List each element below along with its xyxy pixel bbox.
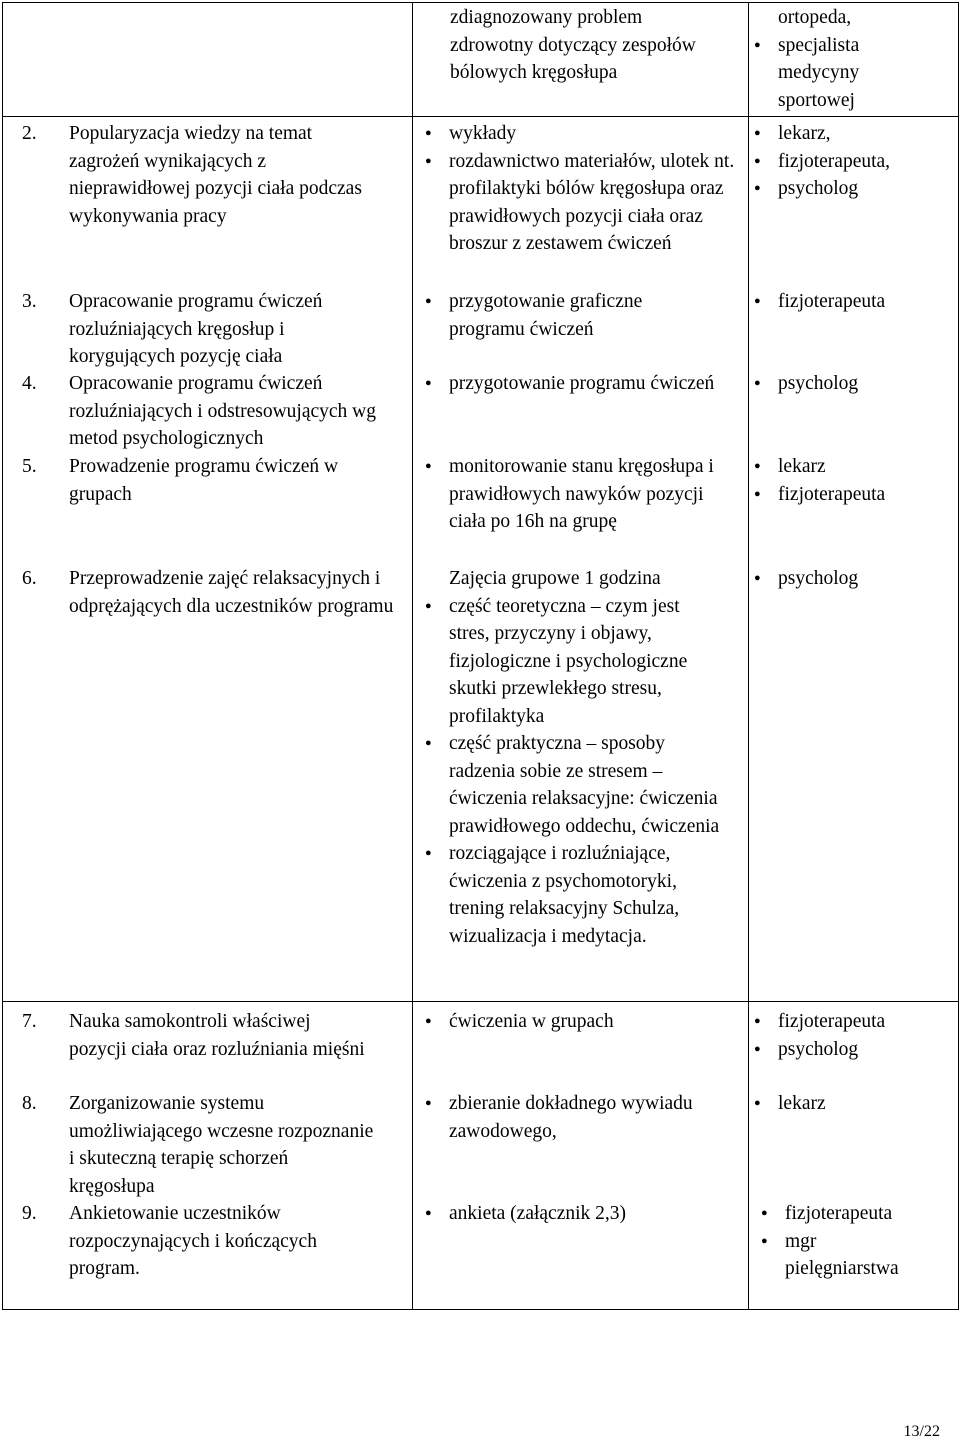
- activity-item: ● rozdawnictwo materiałów, ulotek nt. profilaktyki bólów kręgosłupa oraz prawidłowych pozycji ciała oraz broszur z zestawem ćwiczeń: [422, 148, 740, 258]
- task-number: 8.: [22, 1093, 37, 1114]
- person-item: ● fizjoterapeuta,: [751, 148, 951, 176]
- task-7: [22, 1008, 372, 1063]
- person-item: ● specjalista medycyny sportowej: [751, 32, 881, 115]
- activities-task-9: [422, 1200, 740, 1228]
- task-number: 6.: [22, 568, 37, 589]
- task-text: Zorganizowanie systemu umożliwiającego wczesne rozpoznanie i skuteczną terapię schorzeń kręgosłupa: [69, 1093, 374, 1197]
- activities-task-2: [422, 120, 740, 258]
- person-item: ● psycholog: [751, 175, 951, 203]
- task-number: 9.: [22, 1203, 37, 1224]
- activity-item: ● monitorowanie stanu kręgosłupa i prawidłowych nawyków pozycji ciała po 16h na grupę: [422, 453, 740, 536]
- activity-item: ● wykłady: [422, 120, 740, 148]
- task-text: Opracowanie programu ćwiczeń rozluźniających i odstresowujących wg metod psychologicznych: [69, 373, 377, 449]
- person-list: [751, 453, 951, 508]
- person-item: ● lekarz: [751, 453, 951, 481]
- task-2: [22, 120, 372, 230]
- task-number: 2.: [22, 123, 37, 144]
- activity-list: [422, 288, 722, 343]
- person-item: ● fizjoterapeuta: [751, 288, 951, 316]
- person-list: [751, 288, 951, 316]
- task-8: [22, 1090, 374, 1200]
- row0-person-cell: [751, 4, 951, 114]
- person-item: ● fizjoterapeuta: [751, 481, 951, 509]
- activity-list: [422, 593, 724, 951]
- activities-task-8: [422, 1090, 744, 1145]
- activity-list: [422, 120, 740, 258]
- task-4: [22, 370, 407, 453]
- person-list: [751, 370, 951, 398]
- activities-task-6: [422, 565, 724, 950]
- person-list: [751, 1090, 951, 1118]
- activity-list: [422, 370, 722, 398]
- person-item: ● psycholog: [751, 565, 951, 593]
- activity-item: ● zbieranie dokładnego wywiadu zawodowego,: [422, 1090, 744, 1145]
- row-divider-2: [2, 1001, 959, 1002]
- activity-item: ● część praktyczna – sposoby radzenia sobie ze stresem – ćwiczenia relaksacyjne: ćwiczenia prawidłowego oddechu, ćwiczenia: [422, 730, 724, 840]
- table-border-left: [2, 2, 3, 1310]
- task-text: Nauka samokontroli właściwej pozycji ciała oraz rozluźniania mięśni: [69, 1011, 365, 1060]
- persons-task-3: [751, 288, 951, 316]
- person-item: ● fizjoterapeuta: [758, 1200, 948, 1228]
- activity-list: [422, 1090, 744, 1145]
- persons-task-8: [751, 1090, 951, 1118]
- task-number: 4.: [22, 373, 37, 394]
- persons-task-2: [751, 120, 951, 203]
- activity-item: ● rozciągające i rozluźniające, ćwiczenia z psychomotoryki, trening relaksacyjny Schulza, wizualizacja i medytacja.: [422, 840, 724, 950]
- person-item: ● psycholog: [751, 1036, 951, 1064]
- page-number: 13/22: [903, 1423, 940, 1440]
- activity-item: ● ćwiczenia w grupach: [422, 1008, 740, 1036]
- session-heading: Zajęcia grupowe 1 godzina: [449, 568, 661, 589]
- task-5: [22, 453, 402, 508]
- persons-task-4: [751, 370, 951, 398]
- column-divider-2: [748, 2, 749, 1310]
- activity-item: ● ankieta (załącznik 2,3): [422, 1200, 740, 1228]
- task-text: Przeprowadzenie zajęć relaksacyjnych i odprężających dla uczestników programu: [69, 568, 394, 617]
- persons-task-5: [751, 453, 951, 508]
- activity-item: ● część teoretyczna – czym jest stres, przyczyny i objawy, fizjologiczne i psychologiczne skutki przewlekłego stresu, profilaktyka: [422, 593, 724, 731]
- person-item: ● lekarz,: [751, 120, 951, 148]
- person-item: ● fizjoterapeuta: [751, 1008, 951, 1036]
- persons-task-9: [758, 1200, 948, 1283]
- person-list-row0: [751, 32, 881, 115]
- task-3: [22, 288, 372, 371]
- task-text: Popularyzacja wiedzy na temat zagrożeń wynikających z nieprawidłowej pozycji ciała podczas wykonywania pracy: [69, 123, 362, 227]
- table-border-bottom: [2, 1309, 959, 1310]
- activities-task-3: [422, 288, 722, 343]
- problem-line-1: zdiagnozowany problem: [450, 7, 643, 28]
- activity-list: [422, 1200, 740, 1228]
- activities-task-7: [422, 1008, 740, 1036]
- task-6: [22, 565, 407, 620]
- task-text: Opracowanie programu ćwiczeń rozluźniających kręgosłup i korygujących pozycję ciała: [69, 291, 323, 367]
- problem-line-2: zdrowotny dotyczący zespołów: [450, 34, 696, 56]
- task-9: [22, 1200, 332, 1283]
- task-number: 3.: [22, 291, 37, 312]
- activity-list: [422, 453, 740, 536]
- person-list: [751, 120, 951, 203]
- task-number: 7.: [22, 1011, 37, 1032]
- table-border-top: [2, 2, 959, 3]
- person-item: ● lekarz: [751, 1090, 951, 1118]
- activity-item: ● przygotowanie programu ćwiczeń: [422, 370, 722, 398]
- person-list: [751, 565, 951, 593]
- task-text: Ankietowanie uczestników rozpoczynających i kończących program.: [69, 1203, 317, 1279]
- person-ortopeda: ortopeda,: [778, 7, 852, 28]
- row0-activity-cell: [450, 4, 746, 87]
- row-divider-1: [2, 116, 959, 117]
- problem-line-3: bólowych kręgosłupa: [450, 62, 618, 83]
- activity-item: ● przygotowanie graficzne programu ćwiczeń: [422, 288, 722, 343]
- person-list: [758, 1200, 948, 1283]
- person-list: [751, 1008, 951, 1063]
- activities-task-5: [422, 453, 740, 536]
- person-item: ● psycholog: [751, 370, 951, 398]
- persons-task-6: [751, 565, 951, 593]
- activities-task-4: [422, 370, 722, 398]
- persons-task-7: [751, 1008, 951, 1063]
- task-text: Prowadzenie programu ćwiczeń w grupach: [69, 456, 339, 505]
- person-item: ● mgr pielęgniarstwa: [758, 1228, 905, 1283]
- column-divider-1: [412, 2, 413, 1310]
- task-number: 5.: [22, 456, 37, 477]
- table-border-right: [958, 2, 959, 1310]
- activity-list: [422, 1008, 740, 1036]
